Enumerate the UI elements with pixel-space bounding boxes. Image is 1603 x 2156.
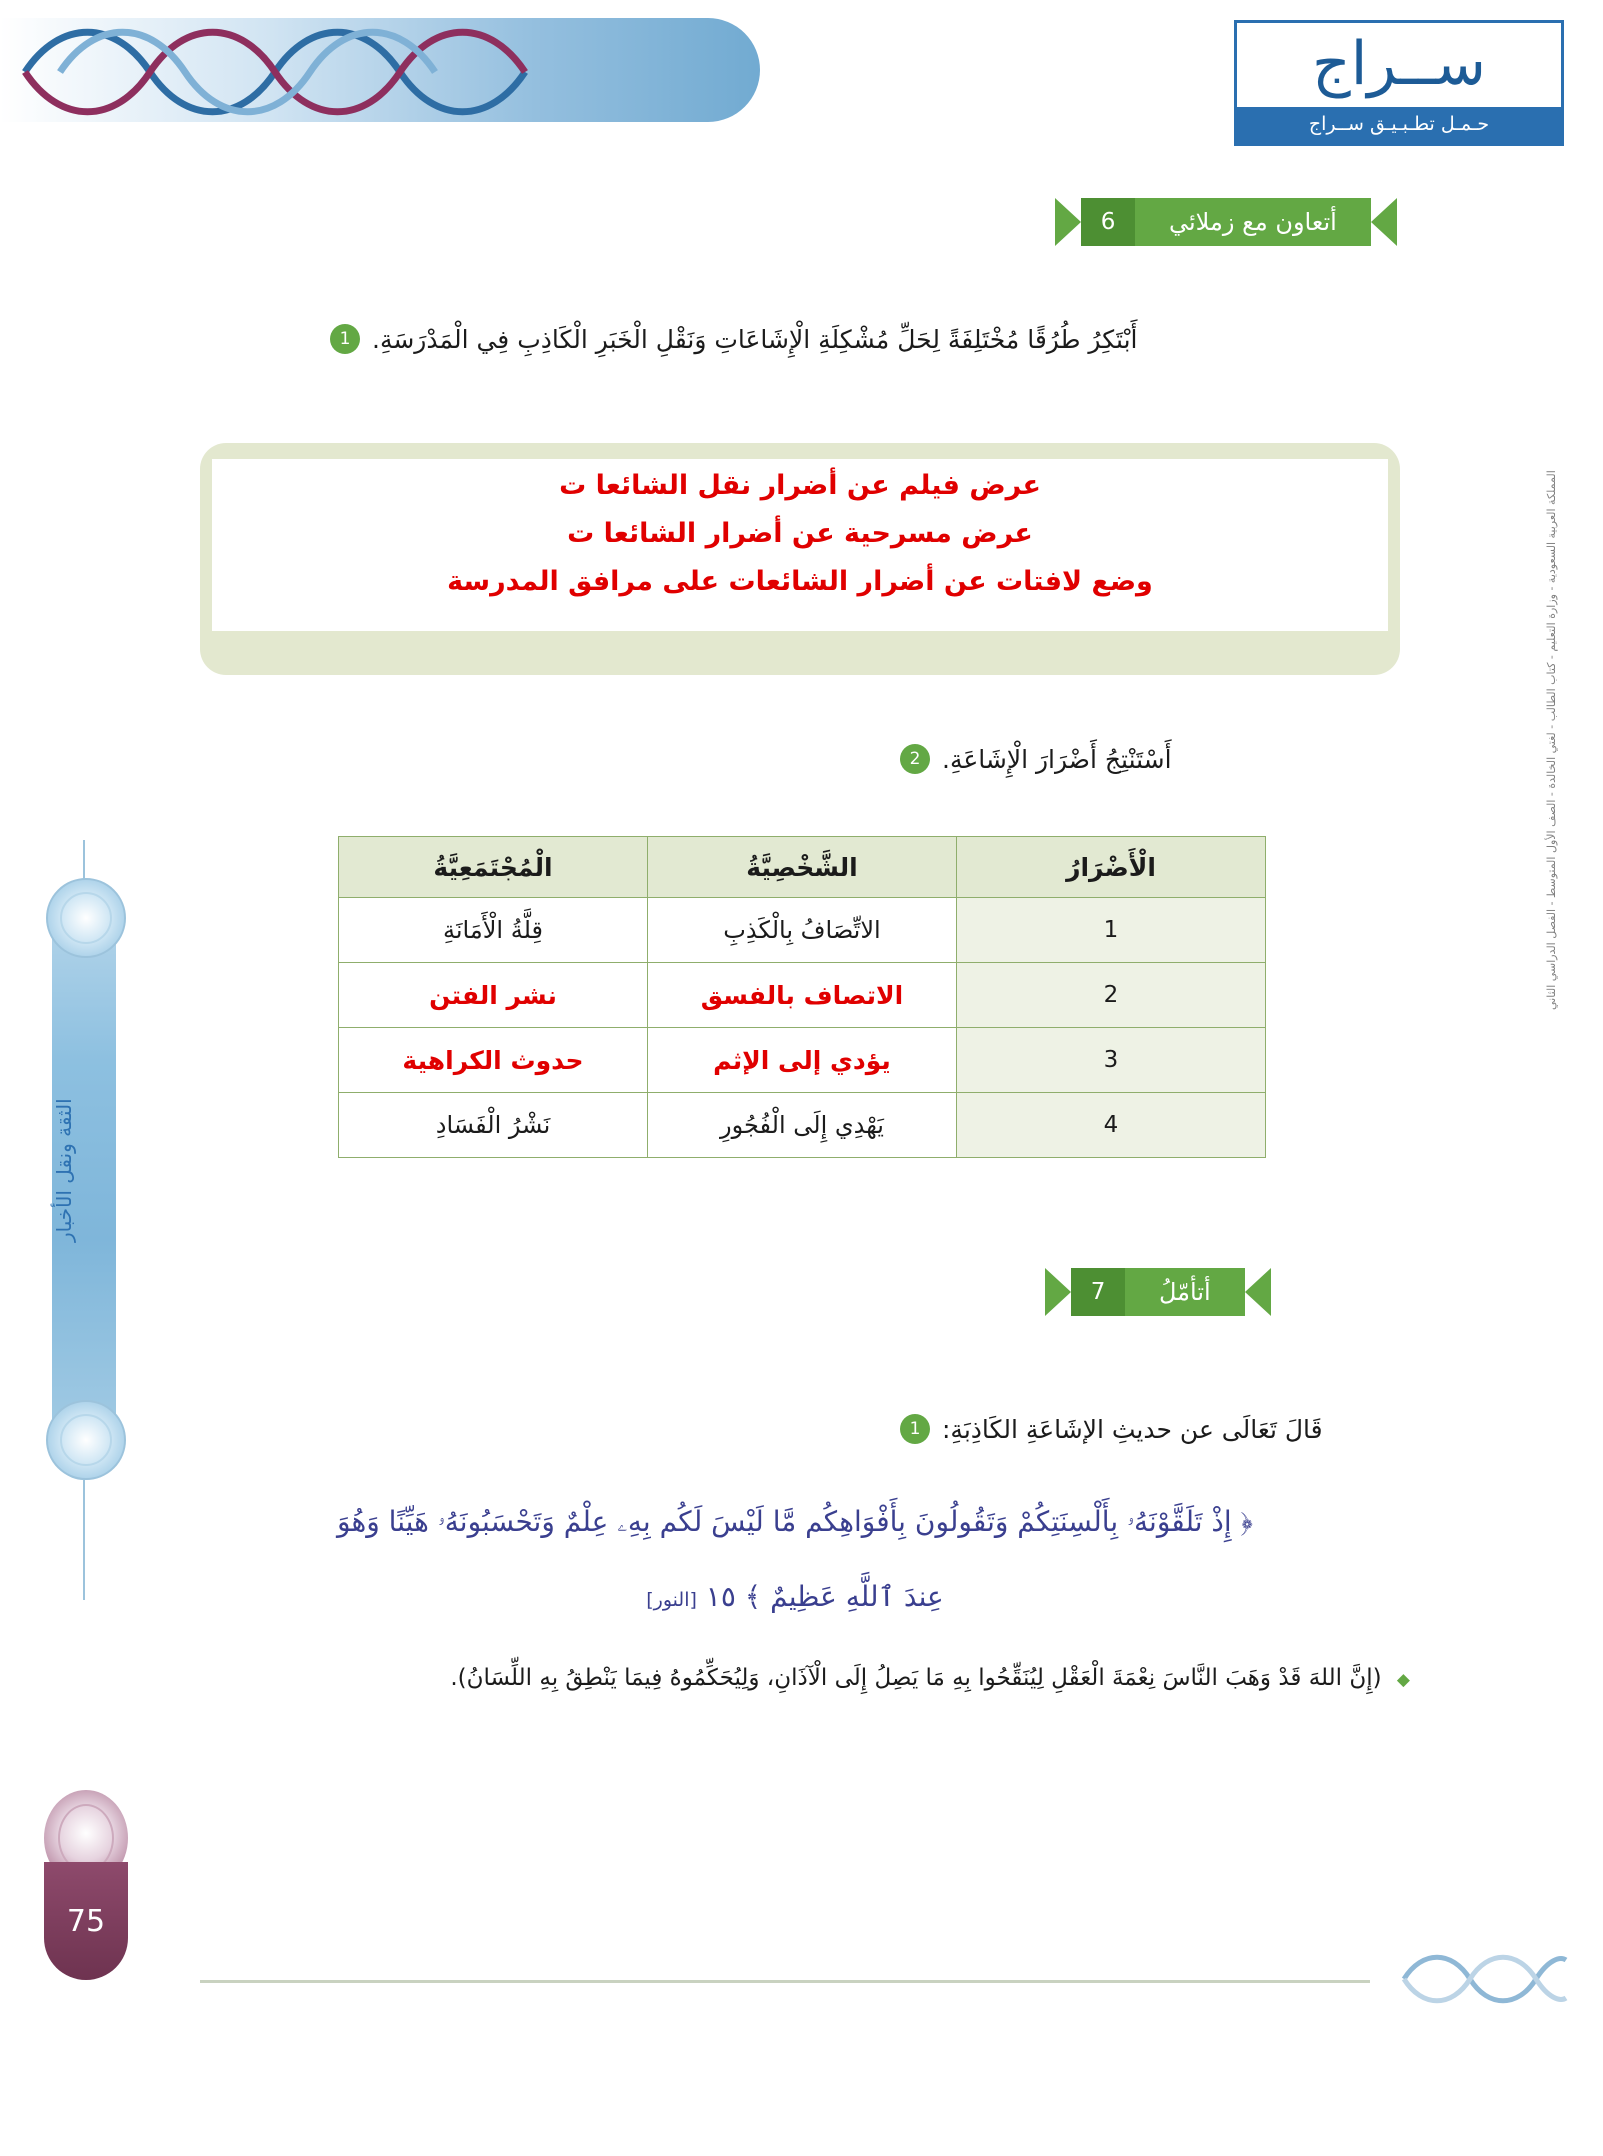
row-social-3[interactable]: حدوث الكراهية [339, 1028, 648, 1093]
question-bullet-3: 1 [900, 1414, 930, 1444]
quran-verse-line-2-wrap [180, 1570, 1410, 1623]
row-index-2: 2 [957, 963, 1266, 1028]
margin-copyright-note: المملكة العربية السعودية - وزارة التعليم - كتاب الطالب - لغتي الخالدة - الصف الأول المتوسط - الفصل الدراسي الثاني [1545, 470, 1558, 1010]
question-bullet-2: 2 [900, 744, 930, 774]
ayah-number-badge: ١٥ [705, 1580, 736, 1613]
chain-ornament-icon [20, 24, 540, 120]
table-header-personal: الشَّخْصِيَّةُ [648, 837, 957, 898]
damages-table-wrapper [338, 836, 1266, 1158]
section-number-peers: 6 [1081, 198, 1135, 246]
table-header-row [339, 837, 1266, 898]
page-number-shield [38, 1790, 134, 2000]
section-label-reflect: أتأمّلُ [1125, 1268, 1245, 1316]
table-row [339, 963, 1266, 1028]
question-text-3: قَالَ تَعَالَى عن حديثِ الإشَاعَةِ الكَاذِبَةِ: [942, 1415, 1323, 1444]
siraj-logo [1234, 20, 1564, 146]
answer-writing-area[interactable] [212, 459, 1388, 631]
table-header-social: الْمُجْتَمَعِيَّةُ [339, 837, 648, 898]
answer-line-2: عرض مسرحية عن أضرار الشائعا ت [567, 517, 1033, 549]
section-header-peers [1055, 198, 1397, 246]
tag-arrow-right-icon-2 [1045, 1268, 1071, 1316]
question-text-1: أَبْتَكِرُ طُرُقًا مُخْتَلِفَةً لِحَلِّ مُشْكِلَةِ الْإِشَاعَاتِ وَنَقْلِ الْخَبَرِ الْكَاذِبِ فِي الْمَدْرَسَةِ. [372, 325, 1138, 354]
logo-tagline: حـمـل تطـبـيـق ســراج [1237, 107, 1561, 143]
tag-arrow-left-icon-2 [1245, 1268, 1271, 1316]
ribbon-medal-bottom-icon [46, 1400, 126, 1480]
row-personal-4: يَهْدِي إِلَى الْفُجُورِ [648, 1093, 957, 1158]
question-item-2 [900, 740, 1460, 780]
section-number-reflect: 7 [1071, 1268, 1125, 1316]
quran-verse-line-2: عِندَ ٱللَّهِ عَظِيمٌ ﴾ [744, 1580, 944, 1613]
row-social-2[interactable]: نشر الفتن [339, 963, 648, 1028]
row-index-1: 1 [957, 898, 1266, 963]
question-item-1 [330, 320, 1450, 360]
table-row [339, 1028, 1266, 1093]
question-text-2: أَسْتَنْتِجُ أَضْرَارَ الْإِشَاعَةِ. [942, 745, 1172, 774]
table-row [339, 898, 1266, 963]
question-item-3 [900, 1410, 1460, 1450]
row-index-3: 3 [957, 1028, 1266, 1093]
answer-line-1: عرض فيلم عن أضرار نقل الشائعا ت [559, 470, 1041, 501]
row-index-4: 4 [957, 1093, 1266, 1158]
quran-verse-line-1: ﴿ إِذْ تَلَقَّوْنَهُۥ بِأَلْسِنَتِكُمْ وَتَقُولُونَ بِأَفْوَاهِكُم مَّا لَيْسَ لَكُم بِهِۦ عِلْمٌ وَتَحْسَبُونَهُۥ هَيِّنًا وَهُوَ [337, 1505, 1253, 1538]
section-header-reflect [1045, 1268, 1271, 1316]
side-ribbon-bookmark [38, 840, 130, 1560]
surah-reference: [النور] [646, 1589, 697, 1611]
row-personal-1: الاتِّصَافُ بِالْكَذِبِ [648, 898, 957, 963]
table-row [339, 1093, 1266, 1158]
row-personal-3[interactable]: يؤدي إلى الإثم [648, 1028, 957, 1093]
ribbon-label: الثقة ونقل الأخبار [52, 1098, 76, 1242]
table-header-damages: الْأَضْرَارُ [957, 837, 1266, 898]
answer-line-3: وضع لافتات عن أضرار الشائعات على مرافق المدرسة [447, 565, 1153, 597]
question-bullet-1: 1 [330, 324, 360, 354]
footer-chain-ornament-icon [1400, 1948, 1570, 2010]
hadith-block [180, 1665, 1410, 1691]
tag-arrow-right-icon [1055, 198, 1081, 246]
logo-wordmark: ســراج [1312, 29, 1486, 99]
footer-divider [200, 1980, 1370, 1983]
damages-table [338, 836, 1266, 1158]
hadith-text: (إِنَّ اللهَ قَدْ وَهَبَ النَّاسَ نِعْمَةَ الْعَقْلِ لِيُنَقِّحُوا بِهِ مَا يَصِلُ إِلَى الْآذَانِ، وَلِيُحَكِّمُوهُ فِيمَا يَنْطِقُ بِهِ اللِّسَانُ). [450, 1665, 1382, 1691]
tag-arrow-left-icon [1371, 198, 1397, 246]
page-number-plate [44, 1862, 128, 1980]
ribbon-medal-top-icon [46, 878, 126, 958]
row-personal-2[interactable]: الاتصاف بالفسق [648, 963, 957, 1028]
page-number: 75 [66, 1903, 106, 1939]
section-label-peers: أتعاون مع زملائي [1135, 198, 1371, 246]
answer-box-question-1[interactable] [200, 443, 1400, 675]
row-social-4: نَشْرُ الْفَسَادِ [339, 1093, 648, 1158]
row-social-1: قِلَّةُ الْأَمَانَةِ [339, 898, 648, 963]
diamond-bullet-icon: ◆ [1396, 1670, 1410, 1690]
